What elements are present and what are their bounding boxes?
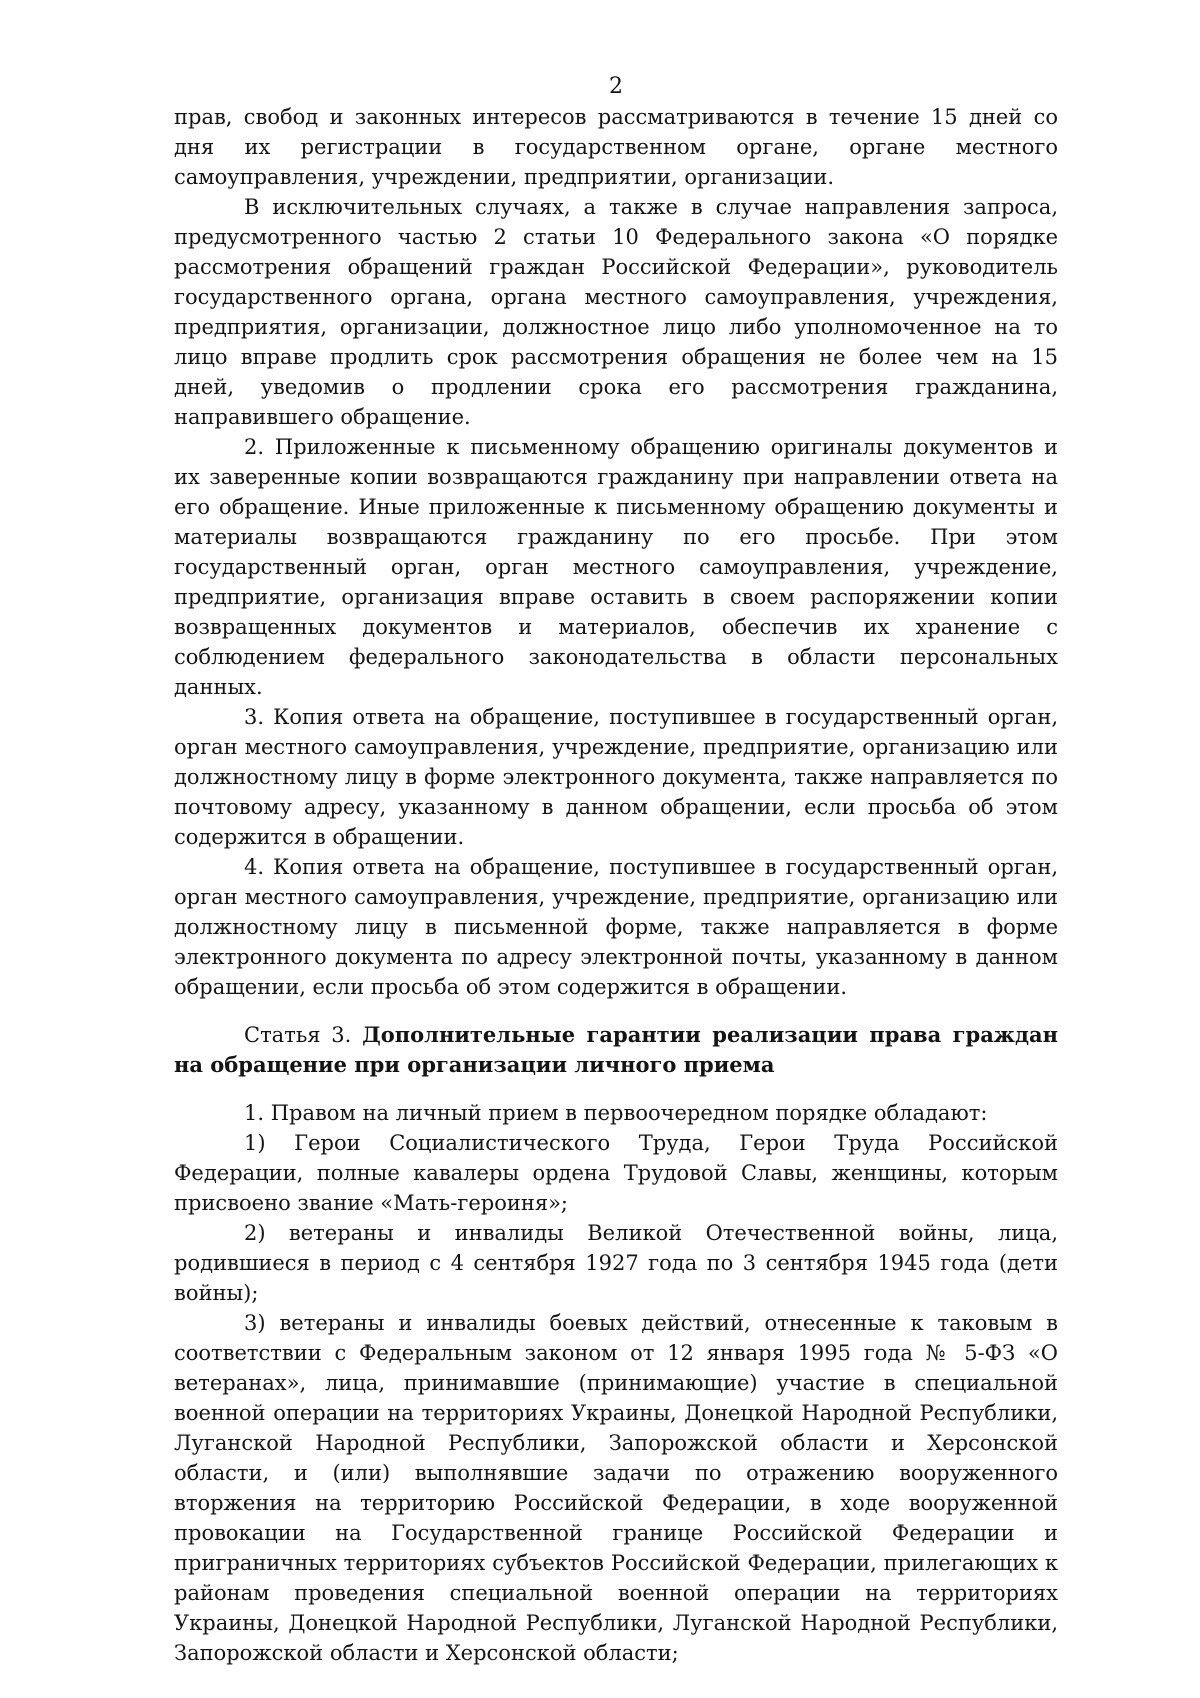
paragraph: 1) Герои Социалистического Труда, Герои Труда Российской Федерации, полные кавалеры ордена Трудовой Славы, женщины, которым присвоено звание «Мать-героиня»; — [174, 1131, 1058, 1215]
paragraph: 4. Копия ответа на обращение, поступившее в государственный орган, орган местного самоуправления, учреждение, предприятие, организацию или должностному лицу в письменной форме, также направляется в форме электронного документа по адресу электронной почты, указанному в данном обращении, если просьба об этом содержится в обращении. — [174, 855, 1058, 999]
paragraph: прав, свобод и законных интересов рассматриваются в течение 15 дней со дня их регистрации в государственном органе, органе местного самоуправления, учреждении, предприятии, организации. — [174, 105, 1058, 189]
body-after — [174, 1098, 1058, 1668]
paragraph: 3. Копия ответа на обращение, поступившее в государственный орган, орган местного самоуправления, учреждение, предприятие, организацию или должностному лицу в форме электронного документа, также направляется по почтовому адресу, указанному в данном обращении, если просьба об этом содержится в обращении. — [174, 705, 1058, 849]
paragraph: 1. Правом на личный прием в первоочередном порядке обладают: — [244, 1101, 988, 1125]
page-number: 2 — [609, 74, 623, 99]
paragraph: 2) ветераны и инвалиды Великой Отечественной войны, лица, родившиеся в период с 4 сентября 1927 года по 3 сентября 1945 года (дети войны); — [174, 1221, 1058, 1305]
article-heading — [174, 1020, 1058, 1080]
paragraph: В исключительных случаях, а также в случае направления запроса, предусмотренного частью 2 статьи 10 Федерального закона «О порядке рассмотрения обращений граждан Российской Федерации», руководитель государственного органа, органа местного самоуправления, учреждения, предприятия, организации, должностное лицо либо уполномоченное на то лицо вправе продлить срок рассмотрения обращения не более чем на 15 дней, уведомив о продлении срока его рассмотрения гражданина, направившего обращение. — [174, 195, 1058, 429]
article-title: Дополнительные гарантии реализации права граждан на обращение при организации личного приема — [174, 1022, 1058, 1077]
body-before — [174, 102, 1058, 1002]
article-label: Статья 3. — [244, 1023, 352, 1047]
paragraph: 3) ветераны и инвалиды боевых действий, отнесенные к таковым в соответствии с Федеральным законом от 12 января 1995 года № 5-ФЗ «О ветеранах», лица, принимавшие (принимающие) участие в специальной военной операции на территориях Украины, Донецкой Народной Республики, Луганской Народной Республики, Запорожской области и Херсонской области, и (или) выполнявшие задачи по отражению вооруженного вторжения на территорию Российской Федерации, в ходе вооруженной провокации на Государственной границе Российской Федерации и приграничных территориях субъектов Российской Федерации, прилегающих к районам проведения специальной военной операции на территориях Украины, Донецкой Народной Республики, Луганской Народной Республики, Запорожской области и Херсонской области; — [174, 1311, 1058, 1665]
paragraph: 2. Приложенные к письменному обращению оригиналы документов и их заверенные копии возвращаются гражданину при направлении ответа на его обращение. Иные приложенные к письменному обращению документы и материалы возвращаются гражданину по его просьбе. При этом государственный орган, орган местного самоуправления, учреждение, предприятие, организация вправе оставить в своем распоряжении копии возвращенных документов и материалов, обеспечив их хранение с соблюдением федерального законодательства в области персональных данных. — [174, 435, 1058, 699]
